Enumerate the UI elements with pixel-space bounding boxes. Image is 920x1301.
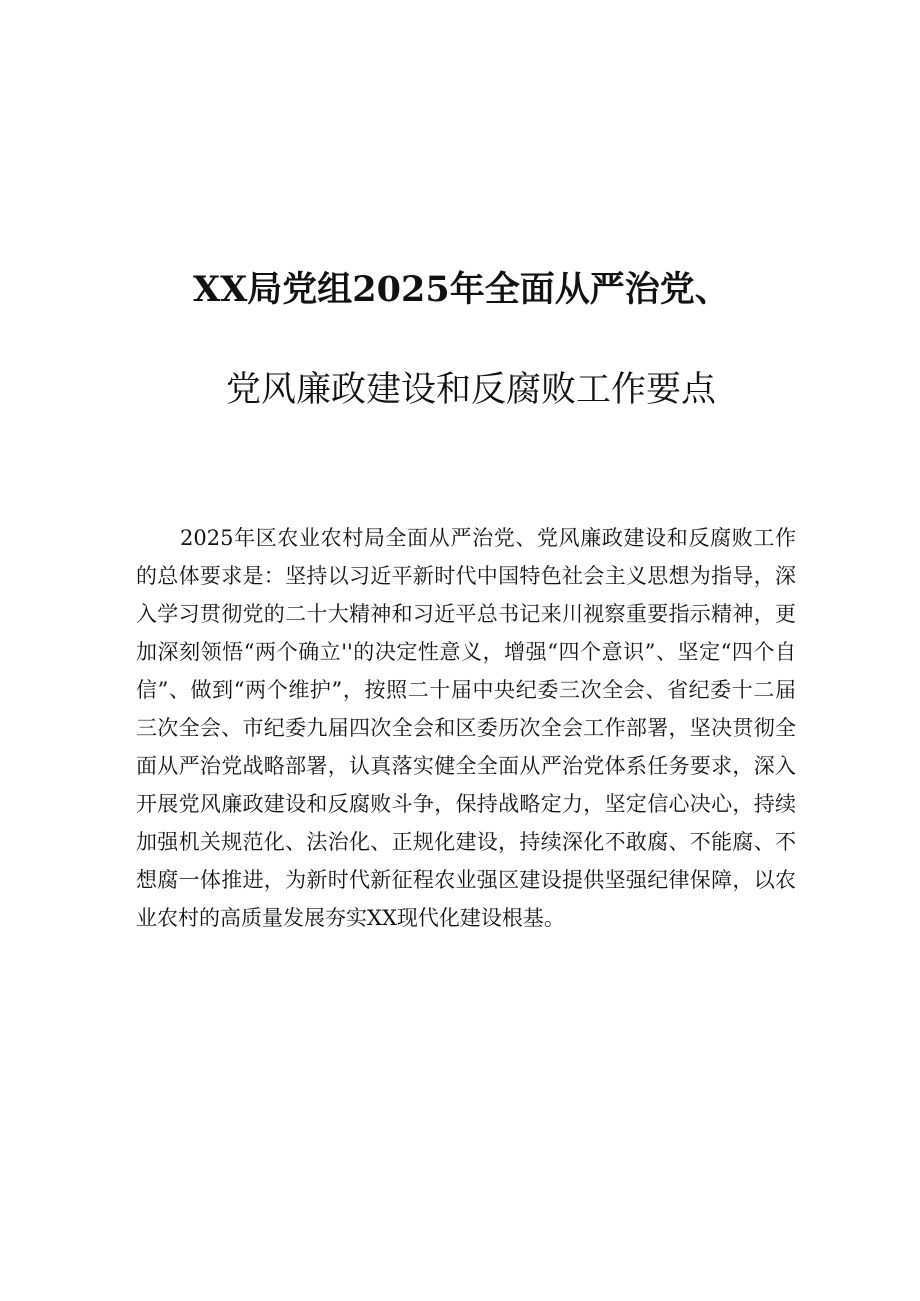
document-title-line-2: 党风廉政建设和反腐败工作要点 bbox=[226, 370, 717, 410]
document-title-line-1: XX局党组2025年全面从严治党、 bbox=[193, 269, 730, 310]
body-paragraph: 2025年区农业农村局全面从严治党、党风廉政建设和反腐败工作的总体要求是：坚持以习近平新时代中国特色社会主义思想为指导，深入学习贯彻党的二十大精神和习近平总书记来川视察重要指示精神，更加深刻领悟“两个确立''的决定性意义，增强“四个意识”、坚定“四个自信”、做到“两个维护”，按照二十届中央纪委三次全会、省纪委十二届三次全会、市纪委九届四次全会和区委历次全会工作部署，坚决贯彻全面从严治党战略部署，认真落实健全全面从严治党体系任务要求，深入开展党风廉政建设和反腐败斗争，保持战略定力，坚定信心决心，持续加强机关规范化、法治化、正规化建设，持续深化不敢腐、不能腐、不想腐一体推进，为新时代新征程农业强区建设提供坚强纪律保障，以农业农村的高质量发展夯实XX现代化建设根基。 bbox=[136, 526, 796, 930]
